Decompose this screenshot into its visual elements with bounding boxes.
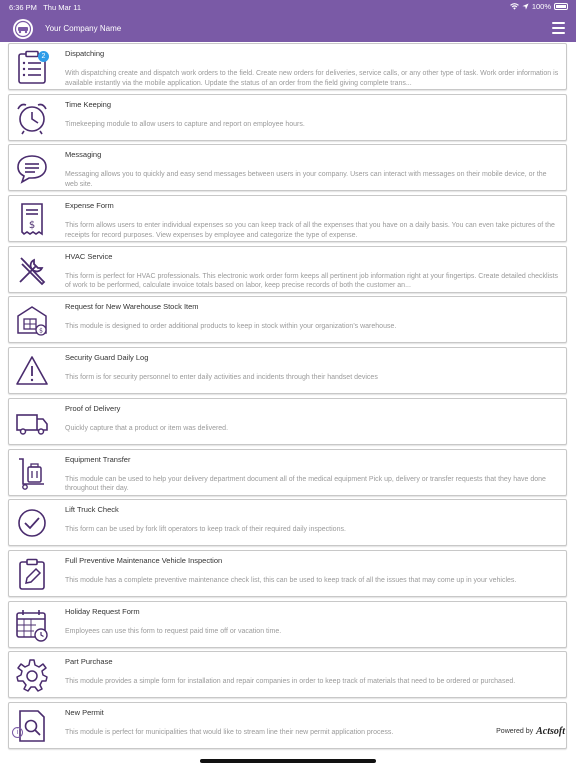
document-search-icon [14,708,50,744]
notification-badge: 2 [38,51,49,62]
module-item-expense-form[interactable] [8,195,567,242]
battery-icon [554,3,568,10]
powered-by-label: Powered by [496,728,534,735]
module-title: Proof of Delivery [65,403,121,413]
module-description: Messaging allows you to quickly and easy send messages between users in your company. Users can interact with messages on their mobile device, or the web site. [65,171,547,188]
module-description: This module is perfect for municipalities that would like to stream line their new permit application process. [65,728,394,736]
actsoft-logo: Actsoft [536,726,565,737]
home-indicator[interactable] [200,759,376,763]
clipboard-edit-icon [14,556,50,592]
calendar-clock-icon [14,607,50,643]
module-item-lift-truck-check[interactable] [8,499,567,546]
status-time: 6:36 PM Thu Mar 11 [9,3,81,12]
module-title: Time Keeping [65,99,111,109]
module-title: Dispatching [65,49,105,58]
module-item-vehicle-inspection[interactable] [8,550,567,597]
app-header [0,16,576,42]
gear-icon [14,657,50,693]
warehouse-icon [14,302,50,338]
wifi-icon [510,3,519,10]
module-description: Timekeeping module to allow users to capture and report on employee hours. [65,120,305,128]
battery-percent: 100% [531,2,551,11]
module-item-holiday-request[interactable] [8,601,567,648]
module-title: Part Purchase [65,657,113,667]
module-description: Quickly capture that a product or item was delivered. [65,424,229,432]
module-description: This form is for security personnel to enter daily activities and incidents through their handset devices [65,374,378,382]
module-title: New Permit [65,707,104,717]
svg-text:$: $ [28,220,36,232]
module-list [8,43,567,753]
module-title: Security Guard Daily Log [65,353,149,363]
tools-icon [14,252,50,288]
chat-bubble-icon [14,150,50,186]
module-item-dispatching[interactable] [8,43,567,90]
module-item-new-permit[interactable] [8,702,567,749]
module-item-part-purchase[interactable] [8,651,567,698]
module-item-proof-of-delivery[interactable] [8,398,567,445]
truck-icon [14,404,50,440]
company-name: Your Company Name [45,24,122,33]
info-icon[interactable]: i [12,727,23,738]
module-title: Lift Truck Check [65,505,119,515]
module-description: This module is designed to order additional products to keep in stock within your organization's warehouse. [65,323,397,331]
module-title: Messaging [65,150,102,160]
clipboard-list-icon [14,49,50,85]
module-title: Expense Form [65,201,114,211]
module-description: This form is perfect for HVAC professionals. This electronic work order form keeps all pertinent job information right at your fingertips. Create detailed checklists of work to be performed, calculate invoice totals based on labor, keep precise records of both the customer an... [65,272,559,290]
module-item-messaging[interactable] [8,144,567,191]
check-circle-icon [14,505,50,541]
module-title: HVAC Service [65,251,113,261]
module-description: This module has a complete preventive maintenance check list, this can be used to keep track of all the issues that may come up in your vehicles. [65,576,517,584]
module-description: With dispatching create and dispatch work orders to the field. Create new orders for deliveries, service calls, or any other type of task. Work order information is available instantly via the mobile application. Update the status of an order from the field giving complete trans... [65,70,559,87]
hand-truck-icon [14,455,50,491]
svg-text:$: $ [39,327,43,335]
powered-by-footer [496,726,565,737]
location-icon [522,3,529,10]
module-item-warehouse-stock[interactable] [8,296,567,343]
status-indicators [510,2,568,11]
receipt-icon [14,201,50,237]
module-item-security-log[interactable] [8,347,567,394]
warning-icon [14,353,50,389]
module-description: This module provides a simple form for installation and repair companies in order to keep track of materials that need to be ordered or purchased. [65,678,516,686]
module-description: Employees can use this form to request paid time off or vacation time. [65,627,282,635]
alarm-clock-icon [14,100,50,136]
company-logo-icon[interactable] [13,19,33,39]
module-title: Full Preventive Maintenance Vehicle Inspection [65,555,223,565]
module-description: This form can be used by fork lift operators to keep track of their required daily inspections. [65,526,346,534]
module-description: This module can be used to help your delivery department document all of the medical equipment Pick up, delivery or transfer requests that they have done throughout their day. [65,475,546,492]
module-item-time-keeping[interactable] [8,94,567,141]
module-title: Holiday Request Form [65,606,140,616]
module-item-equipment-transfer[interactable] [8,449,567,496]
status-bar [0,0,576,16]
hamburger-menu-icon[interactable] [552,22,565,34]
module-item-hvac-service[interactable] [8,246,567,293]
module-title: Equipment Transfer [65,454,131,464]
module-description: This form allows users to enter individual expenses so you can keep track of all the expenses that you have on a daily basis. You can even take pictures of the receipts for record purposes. View expenses by employee and categorize the type of expense. [65,222,555,239]
module-title: Request for New Warehouse Stock Item [65,302,199,312]
